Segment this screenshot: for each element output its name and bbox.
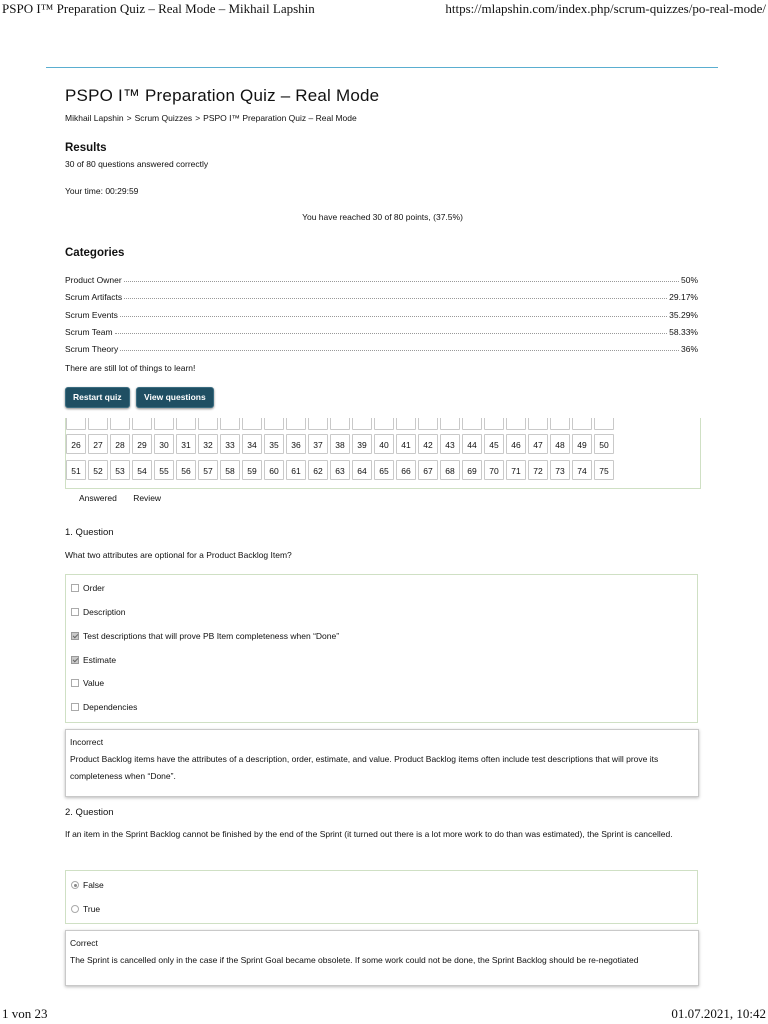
question-2-text: If an item in the Sprint Backlog cannot be finished by the end of the Sprint (it turned out there is a lot more work to do than was estimated), the Sprint is cancelled. bbox=[65, 829, 673, 839]
print-page-number: 1 von 23 bbox=[2, 1006, 48, 1021]
category-value: 50% bbox=[680, 275, 698, 286]
question-number-cell[interactable] bbox=[352, 418, 372, 430]
question-number-cell[interactable]: 68 bbox=[440, 460, 460, 480]
category-name: Scrum Artifacts bbox=[65, 292, 123, 303]
question-number-cell[interactable] bbox=[330, 418, 350, 430]
question-number-cell[interactable]: 52 bbox=[88, 460, 108, 480]
question-number-cell[interactable]: 67 bbox=[418, 460, 438, 480]
question-number-cell[interactable]: 56 bbox=[176, 460, 196, 480]
question-number-cell[interactable]: 35 bbox=[264, 434, 284, 454]
print-footer bbox=[0, 1004, 768, 1024]
question-number-cell[interactable]: 48 bbox=[550, 434, 570, 454]
grid-row-partial bbox=[66, 418, 614, 430]
results-answered: 30 of 80 questions answered correctly bbox=[65, 159, 209, 169]
view-questions-button[interactable]: View questions bbox=[136, 387, 214, 408]
question-number-cell[interactable] bbox=[264, 418, 284, 430]
category-row bbox=[65, 268, 698, 285]
answer-label: True bbox=[83, 904, 101, 914]
question-number-cell[interactable] bbox=[374, 418, 394, 430]
category-row bbox=[65, 285, 698, 302]
results-time: Your time: 00:29:59 bbox=[65, 186, 139, 196]
question-number-cell[interactable]: 63 bbox=[330, 460, 350, 480]
question-number-cell[interactable]: 37 bbox=[308, 434, 328, 454]
question-number-cell[interactable] bbox=[66, 418, 86, 430]
header-divider bbox=[46, 67, 718, 68]
question-number-cell[interactable]: 47 bbox=[528, 434, 548, 454]
question-number-cell[interactable]: 70 bbox=[484, 460, 504, 480]
question-number-cell[interactable] bbox=[550, 418, 570, 430]
question-number-cell[interactable] bbox=[418, 418, 438, 430]
restart-quiz-button[interactable]: Restart quiz bbox=[65, 387, 130, 408]
question-number-cell[interactable] bbox=[594, 418, 614, 430]
breadcrumb-home[interactable]: Mikhail Lapshin bbox=[65, 113, 124, 123]
radio-selected-icon[interactable] bbox=[71, 881, 79, 889]
question-number-cell[interactable]: 46 bbox=[506, 434, 526, 454]
category-value: 58.33% bbox=[669, 326, 698, 337]
question-number-cell[interactable]: 61 bbox=[286, 460, 306, 480]
breadcrumb-separator: > bbox=[195, 113, 201, 123]
grid-legend bbox=[79, 493, 175, 503]
category-name: Product Owner bbox=[65, 275, 122, 286]
answer-label: False bbox=[83, 880, 104, 890]
breadcrumb-separator: > bbox=[126, 113, 132, 123]
category-value: 29.17% bbox=[669, 292, 698, 303]
page-title: PSPO I™ Preparation Quiz – Real Mode bbox=[65, 86, 380, 105]
question-number-cell[interactable]: 41 bbox=[396, 434, 416, 454]
learn-message: There are still lot of things to learn! bbox=[65, 363, 196, 373]
checkbox-icon[interactable] bbox=[71, 584, 79, 592]
question-2-feedback bbox=[65, 930, 699, 986]
feedback-status: Incorrect bbox=[70, 737, 104, 747]
answer-option[interactable] bbox=[71, 904, 100, 914]
print-page-title: PSPO I™ Preparation Quiz – Real Mode – Mikhail Lapshin bbox=[2, 1, 315, 16]
answer-option[interactable] bbox=[71, 702, 137, 712]
question-number-cell[interactable]: 30 bbox=[154, 434, 174, 454]
category-name: Scrum Theory bbox=[65, 343, 119, 354]
checkbox-checked-icon[interactable] bbox=[71, 656, 79, 664]
question-number-cell[interactable]: 36 bbox=[286, 434, 306, 454]
question-number-cell[interactable]: 58 bbox=[220, 460, 240, 480]
question-number-cell[interactable]: 32 bbox=[198, 434, 218, 454]
question-number-cell[interactable] bbox=[506, 418, 526, 430]
question-number-cell[interactable]: 50 bbox=[594, 434, 614, 454]
categories-title: Categories bbox=[65, 247, 125, 259]
question-number-cell[interactable]: 29 bbox=[132, 434, 152, 454]
question-number-cell[interactable]: 74 bbox=[572, 460, 592, 480]
question-2-answers bbox=[65, 870, 698, 924]
checkbox-icon[interactable] bbox=[71, 703, 79, 711]
question-number-cell[interactable] bbox=[154, 418, 174, 430]
question-number-cell[interactable]: 31 bbox=[176, 434, 196, 454]
answer-label: Value bbox=[83, 678, 105, 688]
answer-option[interactable] bbox=[71, 880, 104, 890]
question-number-cell[interactable] bbox=[462, 418, 482, 430]
question-number-cell[interactable] bbox=[88, 418, 108, 430]
legend-review: Review bbox=[133, 493, 162, 503]
checkbox-checked-icon[interactable] bbox=[71, 632, 79, 640]
question-number-cell[interactable] bbox=[198, 418, 218, 430]
question-number-cell[interactable]: 42 bbox=[418, 434, 438, 454]
answer-option[interactable] bbox=[71, 631, 339, 641]
feedback-text: Product Backlog items have the attributes of a description, order, estimate, and value. Product Backlog items often include test descriptions that will prove its completeness when “Done”. bbox=[70, 754, 659, 781]
question-number-cell[interactable]: 40 bbox=[374, 434, 394, 454]
question-number-cell[interactable] bbox=[528, 418, 548, 430]
question-number-cell[interactable]: 44 bbox=[462, 434, 482, 454]
print-header bbox=[0, 0, 768, 20]
question-2-heading: 2. Question bbox=[65, 807, 114, 818]
question-number-cell[interactable]: 27 bbox=[88, 434, 108, 454]
results-title: Results bbox=[65, 142, 107, 154]
question-number-cell[interactable]: 59 bbox=[242, 460, 262, 480]
question-number-cell[interactable]: 64 bbox=[352, 460, 372, 480]
checkbox-icon[interactable] bbox=[71, 608, 79, 616]
question-1-answers bbox=[65, 574, 698, 723]
answer-option[interactable] bbox=[71, 583, 105, 593]
question-number-cell[interactable]: 39 bbox=[352, 434, 372, 454]
question-1-heading: 1. Question bbox=[65, 527, 114, 538]
dot-leader bbox=[120, 316, 667, 317]
answer-option[interactable] bbox=[71, 655, 116, 665]
category-row bbox=[65, 337, 698, 354]
category-name: Scrum Events bbox=[65, 309, 118, 320]
question-number-cell[interactable]: 71 bbox=[506, 460, 526, 480]
question-number-cell[interactable] bbox=[286, 418, 306, 430]
question-number-cell[interactable]: 65 bbox=[374, 460, 394, 480]
print-datetime: 01.07.2021, 10:42 bbox=[671, 1006, 766, 1021]
question-grid bbox=[65, 418, 701, 489]
question-number-cell[interactable]: 51 bbox=[66, 460, 86, 480]
grid-row bbox=[66, 460, 614, 480]
answer-label: Test descriptions that will prove PB Item completeness when “Done” bbox=[83, 631, 340, 641]
question-number-cell[interactable] bbox=[220, 418, 240, 430]
feedback-status: Correct bbox=[70, 938, 98, 948]
grid-row bbox=[66, 434, 614, 454]
question-number-cell[interactable]: 45 bbox=[484, 434, 504, 454]
question-number-cell[interactable]: 72 bbox=[528, 460, 548, 480]
question-number-cell[interactable] bbox=[572, 418, 592, 430]
breadcrumb bbox=[65, 113, 357, 123]
results-points: You have reached 30 of 80 points, (37.5%) bbox=[302, 212, 463, 222]
dot-leader bbox=[115, 333, 668, 334]
question-number-cell[interactable]: 43 bbox=[440, 434, 460, 454]
answer-label: Dependencies bbox=[83, 702, 138, 712]
question-number-cell[interactable] bbox=[176, 418, 196, 430]
category-value: 36% bbox=[680, 343, 698, 354]
question-number-cell[interactable]: 73 bbox=[550, 460, 570, 480]
answer-label: Description bbox=[83, 607, 126, 617]
question-number-cell[interactable] bbox=[396, 418, 416, 430]
print-url[interactable]: https://mlapshin.com/index.php/scrum-quizzes/po-real-mode/ bbox=[445, 1, 766, 16]
category-value: 35.29% bbox=[669, 309, 698, 320]
question-number-cell[interactable]: 57 bbox=[198, 460, 218, 480]
question-number-cell[interactable]: 54 bbox=[132, 460, 152, 480]
answer-option[interactable] bbox=[71, 607, 126, 617]
question-number-cell[interactable]: 49 bbox=[572, 434, 592, 454]
legend-answered: Answered bbox=[79, 493, 117, 503]
answer-option[interactable] bbox=[71, 678, 104, 688]
dot-leader bbox=[124, 281, 679, 282]
question-number-cell[interactable] bbox=[440, 418, 460, 430]
question-1-feedback bbox=[65, 729, 699, 797]
answer-label: Order bbox=[83, 583, 105, 593]
question-number-cell[interactable] bbox=[110, 418, 130, 430]
question-number-cell[interactable]: 69 bbox=[462, 460, 482, 480]
category-name: Scrum Team bbox=[65, 326, 113, 337]
question-number-cell[interactable]: 66 bbox=[396, 460, 416, 480]
category-row bbox=[65, 302, 698, 319]
breadcrumb-current: PSPO I™ Preparation Quiz – Real Mode bbox=[203, 113, 357, 123]
question-number-cell[interactable]: 53 bbox=[110, 460, 130, 480]
question-number-cell[interactable]: 33 bbox=[220, 434, 240, 454]
question-number-cell[interactable]: 26 bbox=[66, 434, 86, 454]
question-number-cell[interactable]: 28 bbox=[110, 434, 130, 454]
question-1-text: What two attributes are optional for a Product Backlog Item? bbox=[65, 550, 292, 560]
question-number-cell[interactable] bbox=[308, 418, 328, 430]
dot-leader bbox=[120, 350, 679, 351]
question-number-cell[interactable]: 34 bbox=[242, 434, 262, 454]
checkbox-icon[interactable] bbox=[71, 679, 79, 687]
question-number-cell[interactable]: 38 bbox=[330, 434, 350, 454]
dot-leader bbox=[124, 298, 667, 299]
category-row bbox=[65, 320, 698, 337]
categories-list bbox=[65, 268, 698, 354]
question-number-cell[interactable]: 60 bbox=[264, 460, 284, 480]
question-number-cell[interactable]: 55 bbox=[154, 460, 174, 480]
breadcrumb-scrum-quizzes[interactable]: Scrum Quizzes bbox=[134, 113, 193, 123]
radio-icon[interactable] bbox=[71, 905, 79, 913]
question-number-cell[interactable] bbox=[484, 418, 504, 430]
feedback-text: The Sprint is cancelled only in the case if the Sprint Goal became obsolete. If some work could not be done, the Sprint Backlog should be re-negotiated bbox=[70, 955, 639, 965]
answer-label: Estimate bbox=[83, 655, 117, 665]
question-number-cell[interactable]: 75 bbox=[594, 460, 614, 480]
question-number-cell[interactable] bbox=[132, 418, 152, 430]
question-number-cell[interactable] bbox=[242, 418, 262, 430]
question-number-cell[interactable]: 62 bbox=[308, 460, 328, 480]
